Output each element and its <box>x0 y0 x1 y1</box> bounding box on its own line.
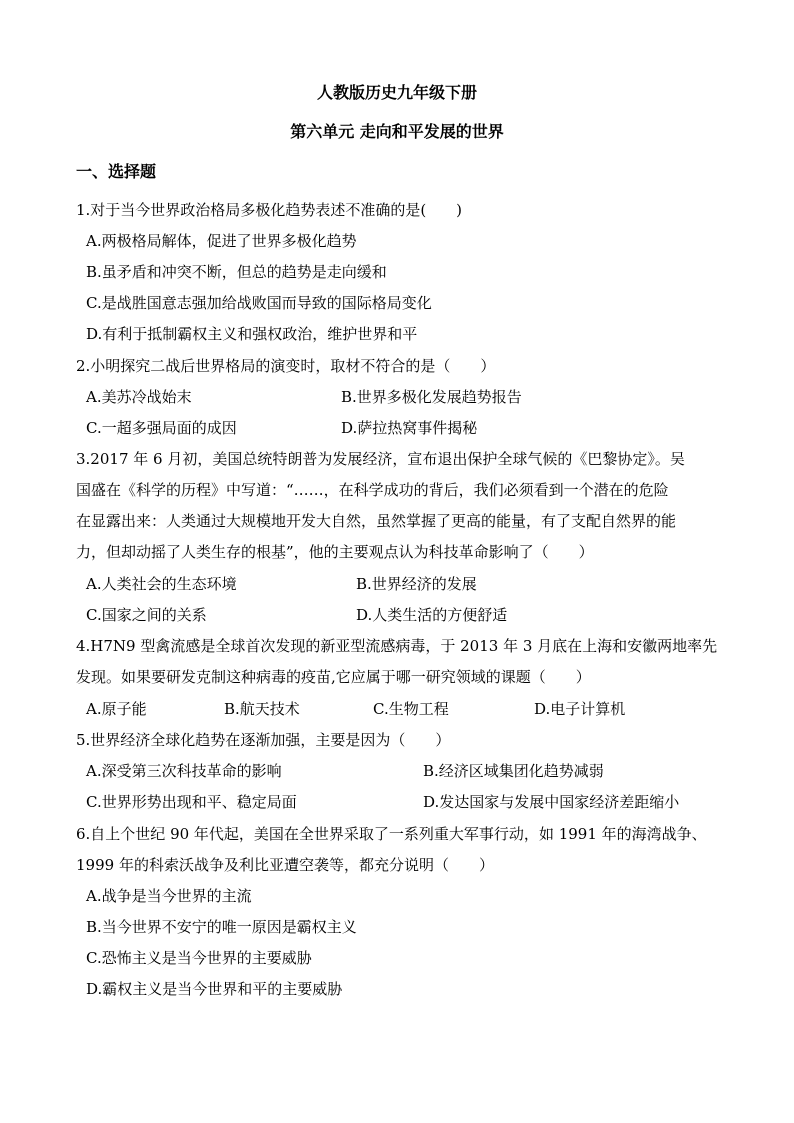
question-6-option-c: C.恐怖主义是当今世界的主要威胁 <box>86 949 312 967</box>
question-1-stem: 1.对于当今世界政治格局多极化趋势表述不准确的是( ) <box>76 201 463 219</box>
question-4-option-a: A.原子能 <box>86 700 147 718</box>
question-3-stem-line-3: 在显露出来：人类通过大规模地开发大自然，虽然掌握了更高的能量，有了支配自然界的能 <box>76 512 677 530</box>
question-2-option-d: D.萨拉热窝事件揭秘 <box>341 419 478 437</box>
question-3-stem-line-1: 3.2017 年 6 月初，美国总统特朗普为发展经济，宣布退出保护全球气候的《巴黎协定》。吴 <box>76 450 685 468</box>
question-2-option-c: C.一超多强局面的成因 <box>86 419 237 437</box>
question-3-option-d: D.人类生活的方便舒适 <box>356 606 508 624</box>
document-title: 人教版历史九年级下册 <box>316 83 477 102</box>
question-4-stem-line-1: 4.H7N9 型禽流感是全球首次发现的新亚型流感病毒，于 2013 年 3 月底在上海和安徽两地率先 <box>76 637 718 655</box>
question-6-stem-line-2: 1999 年的科索沃战争及利比亚遭空袭等，都充分说明（ ） <box>76 856 494 874</box>
question-4-option-d: D.电子计算机 <box>534 700 626 718</box>
question-6-option-a: A.战争是当今世界的主流 <box>86 887 252 905</box>
question-2-stem: 2.小明探究二战后世界格局的演变时，取材不符合的是（ ） <box>76 357 496 375</box>
question-3-stem-line-2: 国盛在《科学的历程》中写道：“……，在科学成功的背后，我们必须看到一个潜在的危险 <box>76 481 669 499</box>
section-heading: 一、选择题 <box>76 162 157 181</box>
question-2-option-b: B.世界多极化发展趋势报告 <box>341 388 522 406</box>
question-3-stem-line-4: 力，但却动摇了人类生存的根基”，他的主要观点认为科技革命影响了（ ） <box>76 543 594 561</box>
question-6-option-d: D.霸权主义是当今世界和平的主要威胁 <box>86 980 343 998</box>
question-6-option-b: B.当今世界不安宁的唯一原因是霸权主义 <box>86 918 357 936</box>
question-6-stem-line-1: 6.自上个世纪 90 年代起，美国在全世界采取了一系列重大军事行动，如 1991 年的海湾战争、 <box>76 825 707 843</box>
question-5-option-b: B.经济区域集团化趋势减弱 <box>423 762 604 780</box>
question-4-option-c: C.生物工程 <box>373 700 449 718</box>
question-1-option-b: B.虽矛盾和冲突不断，但总的趋势是走向缓和 <box>86 263 387 281</box>
question-3-option-c: C.国家之间的关系 <box>86 606 207 624</box>
question-1-option-a: A.两极格局解体，促进了世界多极化趋势 <box>86 232 357 250</box>
question-3-option-a: A.人类社会的生态环境 <box>86 575 237 593</box>
question-2-option-a: A.美苏冷战始末 <box>86 388 192 406</box>
question-5-option-d: D.发达国家与发展中国家经济差距缩小 <box>423 793 680 811</box>
question-1-option-c: C.是战胜国意志强加给战败国而导致的国际格局变化 <box>86 294 432 312</box>
unit-title: 第六单元 走向和平发展的世界 <box>290 122 504 141</box>
question-5-stem: 5.世界经济全球化趋势在逐渐加强，主要是因为（ ） <box>76 731 451 749</box>
question-4-stem-line-2: 发现。如果要研发克制这种病毒的疫苗,它应属于哪一研究领域的课题（ ） <box>76 668 591 686</box>
question-5-option-c: C.世界形势出现和平、稳定局面 <box>86 793 297 811</box>
question-4-option-b: B.航天技术 <box>224 700 300 718</box>
question-1-option-d: D.有利于抵制霸权主义和强权政治，维护世界和平 <box>86 325 418 343</box>
question-5-option-a: A.深受第三次科技革命的影响 <box>86 762 282 780</box>
question-3-option-b: B.世界经济的发展 <box>356 575 477 593</box>
